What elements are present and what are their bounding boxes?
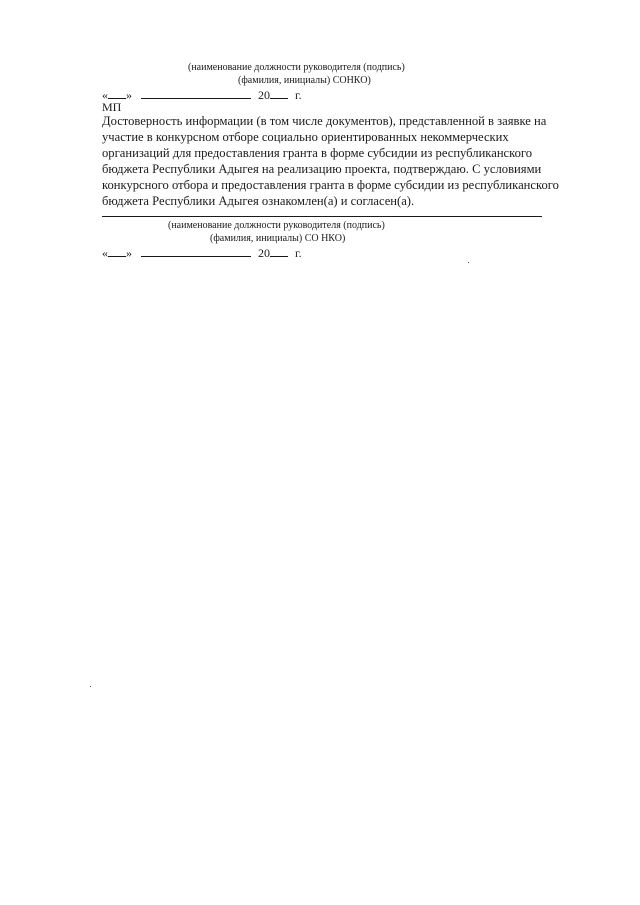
date-line: [102, 246, 302, 260]
month-blank: [141, 88, 251, 99]
scan-speck: [90, 686, 91, 687]
statement-line: бюджета Республики Адыгея на реализацию проекта, подтверждаю. С условиями: [102, 162, 542, 176]
month-blank: [141, 246, 251, 257]
stamp-label: МП: [102, 100, 122, 114]
statement-line: Достоверность информации (в том числе документов), представленной в заявке на: [102, 114, 547, 128]
scan-speck: [468, 262, 469, 263]
year-suffix: г.: [295, 246, 302, 260]
day-blank: [108, 246, 126, 257]
statement-line: конкурсного отбора и предоставления гранта в форме субсидии из республиканского: [102, 178, 559, 192]
signature-caption-name: (фамилия, инициалы) СОНКО): [238, 75, 371, 86]
signature-caption-name: (фамилия, инициалы) СО НКО): [210, 233, 346, 244]
statement-line: участие в конкурсном отборе социально ориентированных некоммерческих: [102, 130, 509, 144]
date-line: [102, 88, 302, 102]
quote-open: «: [102, 88, 108, 102]
year-suffix: г.: [295, 88, 302, 102]
statement-line: организаций для предоставления гранта в форме субсидии из республиканского: [102, 146, 533, 160]
signature-line: [102, 216, 542, 217]
signature-caption-position: (наименование должности руководителя (подпись): [188, 62, 405, 73]
confirmation-statement: [102, 113, 576, 209]
year-blank: [270, 246, 288, 257]
statement-line: бюджета Республики Адыгея ознакомлен(а) и согласен(а).: [102, 194, 415, 208]
day-blank: [108, 88, 126, 99]
year-prefix: 20: [258, 88, 270, 102]
quote-open: «: [102, 246, 108, 260]
year-blank: [270, 88, 288, 99]
quote-close: »: [126, 246, 132, 260]
year-prefix: 20: [258, 246, 270, 260]
quote-close: »: [126, 88, 132, 102]
signature-caption-position: (наименование должности руководителя (подпись): [168, 220, 385, 231]
